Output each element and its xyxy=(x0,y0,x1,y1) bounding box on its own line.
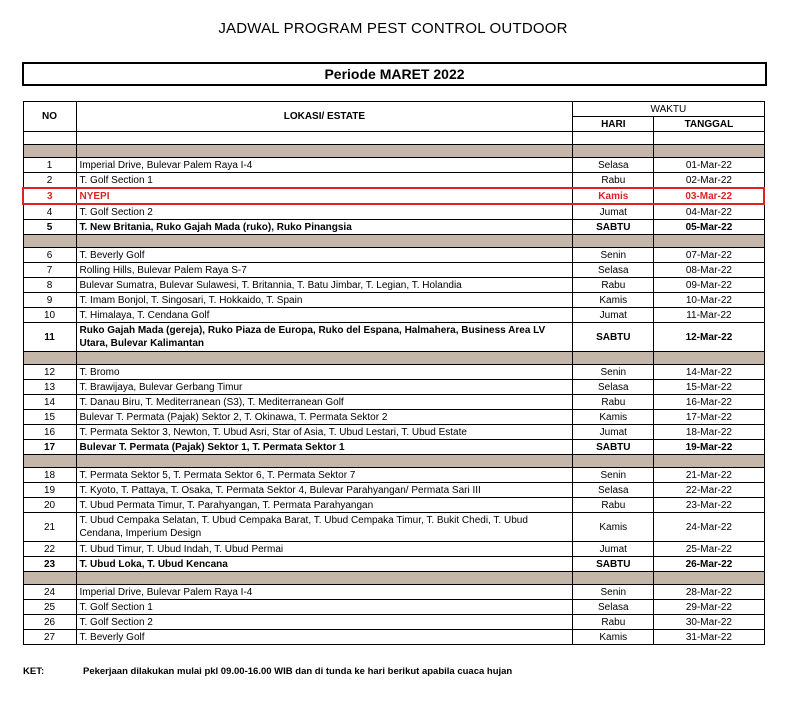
table-row xyxy=(23,173,764,189)
table-row xyxy=(23,395,764,410)
row-date: 07-Mar-22 xyxy=(654,248,764,263)
table-row xyxy=(23,248,764,263)
separator-cell xyxy=(23,145,76,158)
row-day: Senin xyxy=(573,585,654,600)
table-row xyxy=(23,188,764,204)
row-number: 26 xyxy=(23,615,76,630)
table-row xyxy=(23,323,764,352)
row-location: T. Imam Bonjol, T. Singosari, T. Hokkaido, T. Spain xyxy=(76,293,573,308)
row-number: 25 xyxy=(23,600,76,615)
week-separator xyxy=(23,235,764,248)
table-row xyxy=(23,308,764,323)
table-row xyxy=(23,440,764,455)
table-row xyxy=(23,204,764,220)
row-location: T. Golf Section 1 xyxy=(76,173,573,189)
row-day: SABTU xyxy=(573,220,654,235)
row-date: 08-Mar-22 xyxy=(654,263,764,278)
row-location: Bulevar T. Permata (Pajak) Sektor 2, T. Okinawa, T. Permata Sektor 2 xyxy=(76,410,573,425)
row-day: Selasa xyxy=(573,380,654,395)
row-number: 19 xyxy=(23,483,76,498)
row-location: T. Brawijaya, Bulevar Gerbang Timur xyxy=(76,380,573,395)
separator-cell xyxy=(654,235,764,248)
row-day: Senin xyxy=(573,365,654,380)
row-location: T. Himalaya, T. Cendana Golf xyxy=(76,308,573,323)
row-location: T. Kyoto, T. Pattaya, T. Osaka, T. Permata Sektor 4, Bulevar Parahyangan/ Permata Sari III xyxy=(76,483,573,498)
row-location: Bulevar Sumatra, Bulevar Sulawesi, T. Britannia, T. Batu Jimbar, T. Legian, T. Holandia xyxy=(76,278,573,293)
separator-cell xyxy=(23,352,76,365)
row-day: Senin xyxy=(573,468,654,483)
row-number: 6 xyxy=(23,248,76,263)
row-date: 16-Mar-22 xyxy=(654,395,764,410)
row-number: 21 xyxy=(23,513,76,542)
separator-cell xyxy=(76,455,573,468)
week-separator xyxy=(23,572,764,585)
table-row xyxy=(23,557,764,572)
row-date: 14-Mar-22 xyxy=(654,365,764,380)
row-day: Kamis xyxy=(573,513,654,542)
row-day: SABTU xyxy=(573,323,654,352)
week-separator xyxy=(23,352,764,365)
table-row xyxy=(23,615,764,630)
row-day: Kamis xyxy=(573,293,654,308)
row-day: Jumat xyxy=(573,308,654,323)
row-location: T. Ubud Cempaka Selatan, T. Ubud Cempaka Barat, T. Ubud Cempaka Timur, T. Bukit Chedi, T. Ubud Cendana, Imperium Design xyxy=(76,513,573,542)
separator-cell xyxy=(76,235,573,248)
table-row xyxy=(23,513,764,542)
row-location: T. Beverly Golf xyxy=(76,248,573,263)
row-day: Selasa xyxy=(573,483,654,498)
table-row xyxy=(23,585,764,600)
table-row xyxy=(23,293,764,308)
row-day: Rabu xyxy=(573,278,654,293)
row-date: 15-Mar-22 xyxy=(654,380,764,395)
header-location: LOKASI/ ESTATE xyxy=(76,102,573,132)
spacer-row xyxy=(23,132,764,145)
row-number: 24 xyxy=(23,585,76,600)
separator-cell xyxy=(573,455,654,468)
separator-cell xyxy=(573,572,654,585)
row-location: T. Ubud Permata Timur, T. Parahyangan, T. Permata Parahyangan xyxy=(76,498,573,513)
row-day: Rabu xyxy=(573,498,654,513)
row-number: 14 xyxy=(23,395,76,410)
table-row xyxy=(23,410,764,425)
row-number: 3 xyxy=(23,188,76,204)
row-day: Selasa xyxy=(573,158,654,173)
separator-cell xyxy=(654,455,764,468)
row-date: 04-Mar-22 xyxy=(654,204,764,220)
row-date: 23-Mar-22 xyxy=(654,498,764,513)
row-date: 24-Mar-22 xyxy=(654,513,764,542)
table-row xyxy=(23,468,764,483)
header-hari: HARI xyxy=(573,117,654,132)
row-date: 11-Mar-22 xyxy=(654,308,764,323)
row-date: 02-Mar-22 xyxy=(654,173,764,189)
row-date: 31-Mar-22 xyxy=(654,630,764,645)
row-location: Imperial Drive, Bulevar Palem Raya I-4 xyxy=(76,585,573,600)
table-row xyxy=(23,365,764,380)
footnote-text: Pekerjaan dilakukan mulai pkl 09.00-16.00 WIB dan di tunda ke hari berikut apabila cuaca hujan xyxy=(83,666,513,677)
row-day: Kamis xyxy=(573,630,654,645)
separator-cell xyxy=(76,572,573,585)
row-date: 30-Mar-22 xyxy=(654,615,764,630)
row-number: 17 xyxy=(23,440,76,455)
separator-cell xyxy=(76,145,573,158)
row-date: 19-Mar-22 xyxy=(654,440,764,455)
row-number: 12 xyxy=(23,365,76,380)
row-date: 05-Mar-22 xyxy=(654,220,764,235)
schedule-body xyxy=(23,132,764,645)
period-label: Periode MARET 2022 xyxy=(22,62,767,86)
row-location: Ruko Gajah Mada (gereja), Ruko Piaza de Europa, Ruko del Espana, Halmahera, Business Area LV Utara, Bulevar Kalimantan xyxy=(76,323,573,352)
table-row xyxy=(23,630,764,645)
row-date: 10-Mar-22 xyxy=(654,293,764,308)
row-number: 27 xyxy=(23,630,76,645)
row-number: 18 xyxy=(23,468,76,483)
row-location: T. Danau Biru, T. Mediterranean (S3), T. Mediterranean Golf xyxy=(76,395,573,410)
table-row xyxy=(23,263,764,278)
row-number: 15 xyxy=(23,410,76,425)
table-row xyxy=(23,278,764,293)
header-waktu: WAKTU xyxy=(573,102,764,117)
row-number: 20 xyxy=(23,498,76,513)
row-date: 21-Mar-22 xyxy=(654,468,764,483)
separator-cell xyxy=(654,572,764,585)
row-location: T. Permata Sektor 3, Newton, T. Ubud Asri, Star of Asia, T. Ubud Lestari, T. Ubud Estate xyxy=(76,425,573,440)
row-date: 12-Mar-22 xyxy=(654,323,764,352)
spacer-cell xyxy=(654,132,764,145)
row-number: 9 xyxy=(23,293,76,308)
week-separator xyxy=(23,455,764,468)
table-row xyxy=(23,542,764,557)
separator-cell xyxy=(573,235,654,248)
table-row xyxy=(23,220,764,235)
row-day: Rabu xyxy=(573,615,654,630)
separator-cell xyxy=(573,352,654,365)
spacer-cell xyxy=(76,132,573,145)
separator-cell xyxy=(23,572,76,585)
row-day: Kamis xyxy=(573,410,654,425)
row-day: Jumat xyxy=(573,425,654,440)
row-day: Selasa xyxy=(573,263,654,278)
row-day: Jumat xyxy=(573,542,654,557)
row-date: 18-Mar-22 xyxy=(654,425,764,440)
row-date: 17-Mar-22 xyxy=(654,410,764,425)
row-number: 13 xyxy=(23,380,76,395)
table-row xyxy=(23,498,764,513)
footnote-label: KET: xyxy=(23,666,45,677)
row-date: 22-Mar-22 xyxy=(654,483,764,498)
separator-cell xyxy=(654,145,764,158)
row-number: 1 xyxy=(23,158,76,173)
row-number: 23 xyxy=(23,557,76,572)
separator-cell xyxy=(76,352,573,365)
row-location: T. Ubud Loka, T. Ubud Kencana xyxy=(76,557,573,572)
row-number: 16 xyxy=(23,425,76,440)
row-date: 26-Mar-22 xyxy=(654,557,764,572)
row-number: 11 xyxy=(23,323,76,352)
header-tanggal: TANGGAL xyxy=(654,117,764,132)
row-location: T. Golf Section 1 xyxy=(76,600,573,615)
row-location: T. Golf Section 2 xyxy=(76,204,573,220)
row-day: SABTU xyxy=(573,557,654,572)
row-day: Jumat xyxy=(573,204,654,220)
spacer-cell xyxy=(23,132,76,145)
separator-cell xyxy=(23,455,76,468)
row-location: T. Permata Sektor 5, T. Permata Sektor 6, T. Permata Sektor 7 xyxy=(76,468,573,483)
row-location: T. New Britania, Ruko Gajah Mada (ruko), Ruko Pinangsia xyxy=(76,220,573,235)
row-location: T. Golf Section 2 xyxy=(76,615,573,630)
row-date: 28-Mar-22 xyxy=(654,585,764,600)
row-date: 01-Mar-22 xyxy=(654,158,764,173)
row-date: 09-Mar-22 xyxy=(654,278,764,293)
row-location: T. Bromo xyxy=(76,365,573,380)
row-location: NYEPI xyxy=(76,188,573,204)
spacer-cell xyxy=(573,132,654,145)
header-no: NO xyxy=(23,102,76,132)
row-location: T. Ubud Timur, T. Ubud Indah, T. Ubud Permai xyxy=(76,542,573,557)
row-number: 2 xyxy=(23,173,76,189)
row-day: Kamis xyxy=(573,188,654,204)
separator-cell xyxy=(573,145,654,158)
row-location: Bulevar T. Permata (Pajak) Sektor 1, T. Permata Sektor 1 xyxy=(76,440,573,455)
document-title: JADWAL PROGRAM PEST CONTROL OUTDOOR xyxy=(218,20,568,37)
row-day: Rabu xyxy=(573,173,654,189)
row-location: T. Beverly Golf xyxy=(76,630,573,645)
row-number: 10 xyxy=(23,308,76,323)
separator-cell xyxy=(23,235,76,248)
table-row xyxy=(23,483,764,498)
row-number: 8 xyxy=(23,278,76,293)
separator-cell xyxy=(654,352,764,365)
row-number: 4 xyxy=(23,204,76,220)
row-date: 03-Mar-22 xyxy=(654,188,764,204)
row-location: Imperial Drive, Bulevar Palem Raya I-4 xyxy=(76,158,573,173)
table-row xyxy=(23,425,764,440)
schedule-table xyxy=(22,101,765,645)
row-location: Rolling Hills, Bulevar Palem Raya S-7 xyxy=(76,263,573,278)
row-day: Senin xyxy=(573,248,654,263)
table-row xyxy=(23,380,764,395)
row-day: SABTU xyxy=(573,440,654,455)
row-date: 25-Mar-22 xyxy=(654,542,764,557)
table-row xyxy=(23,600,764,615)
row-date: 29-Mar-22 xyxy=(654,600,764,615)
row-number: 22 xyxy=(23,542,76,557)
table-row xyxy=(23,158,764,173)
week-separator xyxy=(23,145,764,158)
row-number: 7 xyxy=(23,263,76,278)
row-day: Rabu xyxy=(573,395,654,410)
row-number: 5 xyxy=(23,220,76,235)
row-day: Selasa xyxy=(573,600,654,615)
